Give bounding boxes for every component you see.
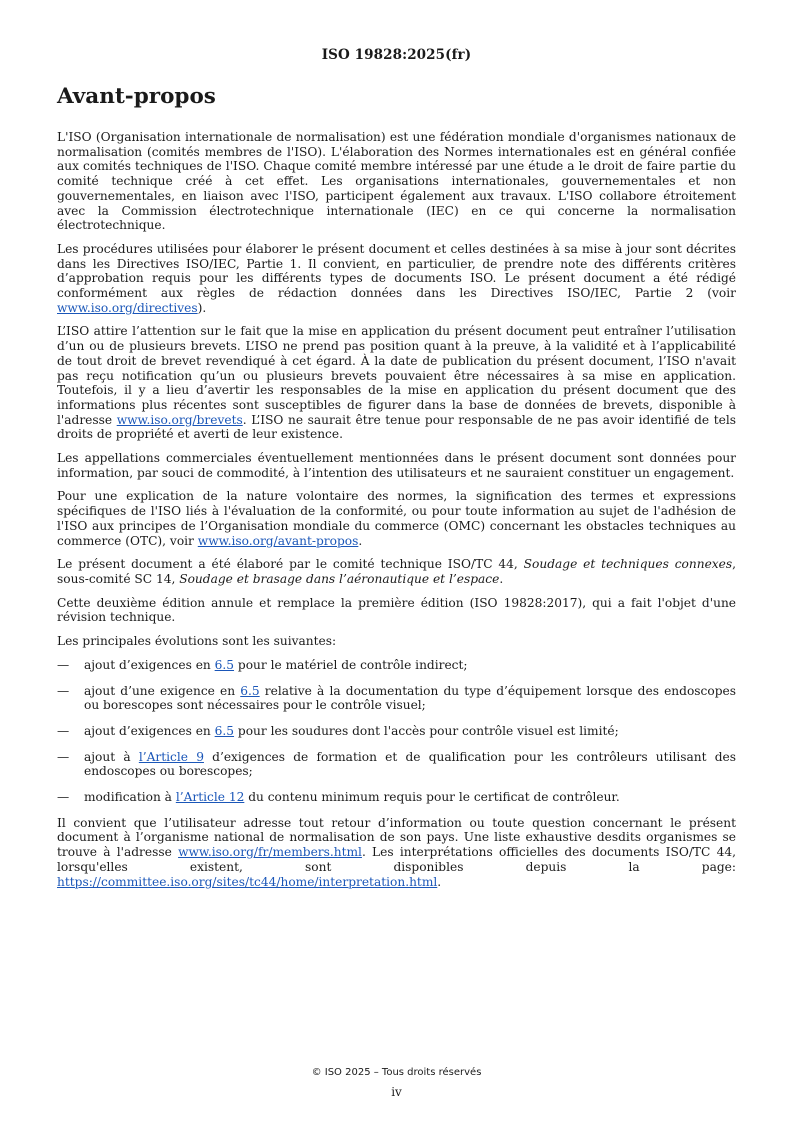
list-dash: — [57, 657, 70, 672]
link-clause-6-5[interactable]: 6.5 [240, 683, 260, 698]
document-identifier: ISO 19828:2025(fr) [321, 47, 472, 63]
list-dash: — [57, 749, 70, 764]
paragraph-text: L’ISO attire l’attention sur le fait que la mise en application du présent document peut entraîner l’utilisation d’un ou de plusieurs brevets. L’ISO ne prend pas position quant à la preuve, à la validité et à l’applicabilité de tout droit de brevet revendiqué à cet égard. À la date de publication du présent document, l’ISO n'avait pas reçu notification qu’un ou plusieurs brevets pouvaient être nécessaires à sa mise en application. Toutefois, il y a lieu d’avertir les responsables de la mise en application du présent document que des informations plus récentes sont susceptibles de figurer dans la base de données de brevets, disponible à l'adresse [57, 324, 736, 427]
link-article-9[interactable]: l’Article 9 [138, 749, 204, 764]
list-text: ajout d’exigences en [84, 723, 215, 738]
paragraph-text: . Les interprétations officielles des documents ISO/TC 44, lorsqu'elles existent, sont disponibles depuis la page: [57, 845, 736, 874]
link-members[interactable]: www.iso.org/fr/members.html [178, 845, 362, 860]
list-item [57, 658, 736, 673]
link-brevets[interactable]: www.iso.org/brevets [116, 412, 243, 427]
list-item [57, 750, 736, 779]
paragraph-text: Il convient que l’utilisateur adresse tout retour d’information ou toute question concernant le présent document à l’organisme national de normalisation de son pays. Une liste exhaustive desdits organismes se trouve à l'adresse [57, 815, 736, 860]
paragraph-feedback [57, 816, 736, 890]
paragraph-text: . [499, 571, 504, 586]
paragraph-trade-names: Les appellations commerciales éventuellement mentionnées dans le présent document sont données pour information, par souci de commodité, à l’intention des utilisateurs et ne sauraient constituer un engagement. [57, 451, 736, 480]
link-article-12[interactable]: l’Article 12 [175, 790, 245, 805]
link-directives[interactable]: www.iso.org/directives [57, 300, 198, 315]
paragraph-text: . [358, 533, 363, 548]
paragraph-changes-intro: Les principales évolutions sont les suivantes: [57, 634, 337, 649]
page-number: iv [391, 1085, 402, 1099]
list-dash: — [57, 723, 70, 738]
list-text: pour les soudures dont l'accès pour contrôle visuel est limité; [234, 723, 619, 738]
list-text: modification à [84, 790, 176, 805]
list-dash: — [57, 683, 70, 698]
paragraph-text: Le présent document a été élaboré par le comité technique ISO/TC 44, [57, 557, 524, 572]
paragraph-text: Pour une explication de la nature volontaire des normes, la signification des termes et expressions spécifiques de l'ISO liés à l'évaluation de la conformité, ou pour toute information au sujet de l'adhésion de l'ISO aux principes de l’Organisation mondiale du commerce (OMC) concernant les obstacles techniques au commerce (OTC), voir [57, 489, 736, 548]
list-text: ajout à [84, 749, 139, 764]
link-interpretation[interactable]: https://committee.iso.org/sites/tc44/home/interpretation.html [57, 874, 438, 889]
paragraph-voluntary-nature [57, 489, 736, 548]
paragraph-text: , sous-comité SC 14, [57, 557, 736, 586]
paragraph-iso-intro: L'ISO (Organisation internationale de normalisation) est une fédération mondiale d'organismes nationaux de normalisation (comités membres de l'ISO). L'élaboration des Normes internationales est en général confiée aux comités techniques de l'ISO. Chaque comité membre intéressé par une étude a le droit de faire partie du comité technique créé à cet effet. Les organisations internationales, gouvernementales et non gouvernementales, en liaison avec l'ISO, participent également aux travaux. L'ISO collabore étroitement avec la Commission électrotechnique internationale (IEC) en ce qui concerne la normalisation électrotechnique. [57, 130, 736, 233]
paragraph-text: ). [197, 300, 207, 315]
paragraph-text: . L’ISO ne saurait être tenue pour responsable de ne pas avoir identifié de tels droits de propriété et averti de leur existence. [57, 412, 736, 442]
foreword-body [57, 130, 736, 898]
paragraph-committee [57, 557, 736, 586]
list-text: ajout d’une exigence en [84, 683, 241, 698]
list-text: du contenu minimum requis pour le certificat de contrôleur. [244, 790, 620, 805]
paragraph-procedures [57, 242, 736, 316]
list-dash: — [57, 790, 70, 805]
link-clause-6-5[interactable]: 6.5 [214, 723, 235, 738]
link-avant-propos[interactable]: www.iso.org/avant-propos [197, 533, 359, 548]
committee-title: Soudage et techniques connexes [523, 557, 733, 572]
paragraph-text: Les procédures utilisées pour élaborer le présent document et celles destinées à sa mise à jour sont décrites dans les Directives ISO/IEC, Partie 1. Il convient, en particulier, de prendre note des différents critères d’approbation requis pour les différents types de documents ISO. Le présent document a été rédigé conformément aux règles de rédaction données dans les Directives ISO/IEC, Partie 2 (voir [57, 241, 736, 301]
list-text: pour le matériel de contrôle indirect; [234, 657, 468, 672]
paragraph-text: . [437, 874, 442, 889]
paragraph-patents [57, 324, 736, 442]
changes-list [57, 658, 736, 805]
list-text: relative à la documentation du type d’équipement lorsque des endoscopes ou borescopes sont nécessaires pour le contrôle visuel; [84, 683, 736, 713]
copyright-notice: © ISO 2025 – Tous droits réservés [311, 1067, 482, 1078]
list-item [57, 684, 736, 713]
link-clause-6-5[interactable]: 6.5 [214, 657, 235, 672]
subcommittee-title: Soudage et brasage dans l’aéronautique et l’espace [179, 571, 500, 586]
list-text: d’exigences de formation et de qualification pour les contrôleurs utilisant des endoscopes ou borescopes; [84, 749, 736, 779]
list-text: ajout d’exigences en [84, 657, 215, 672]
list-item [57, 790, 736, 805]
list-item [57, 724, 736, 739]
page-title: Avant-propos [57, 84, 216, 109]
paragraph-edition: Cette deuxième édition annule et remplace la première édition (ISO 19828:2017), qui a fait l'objet d'une révision technique. [57, 595, 736, 625]
